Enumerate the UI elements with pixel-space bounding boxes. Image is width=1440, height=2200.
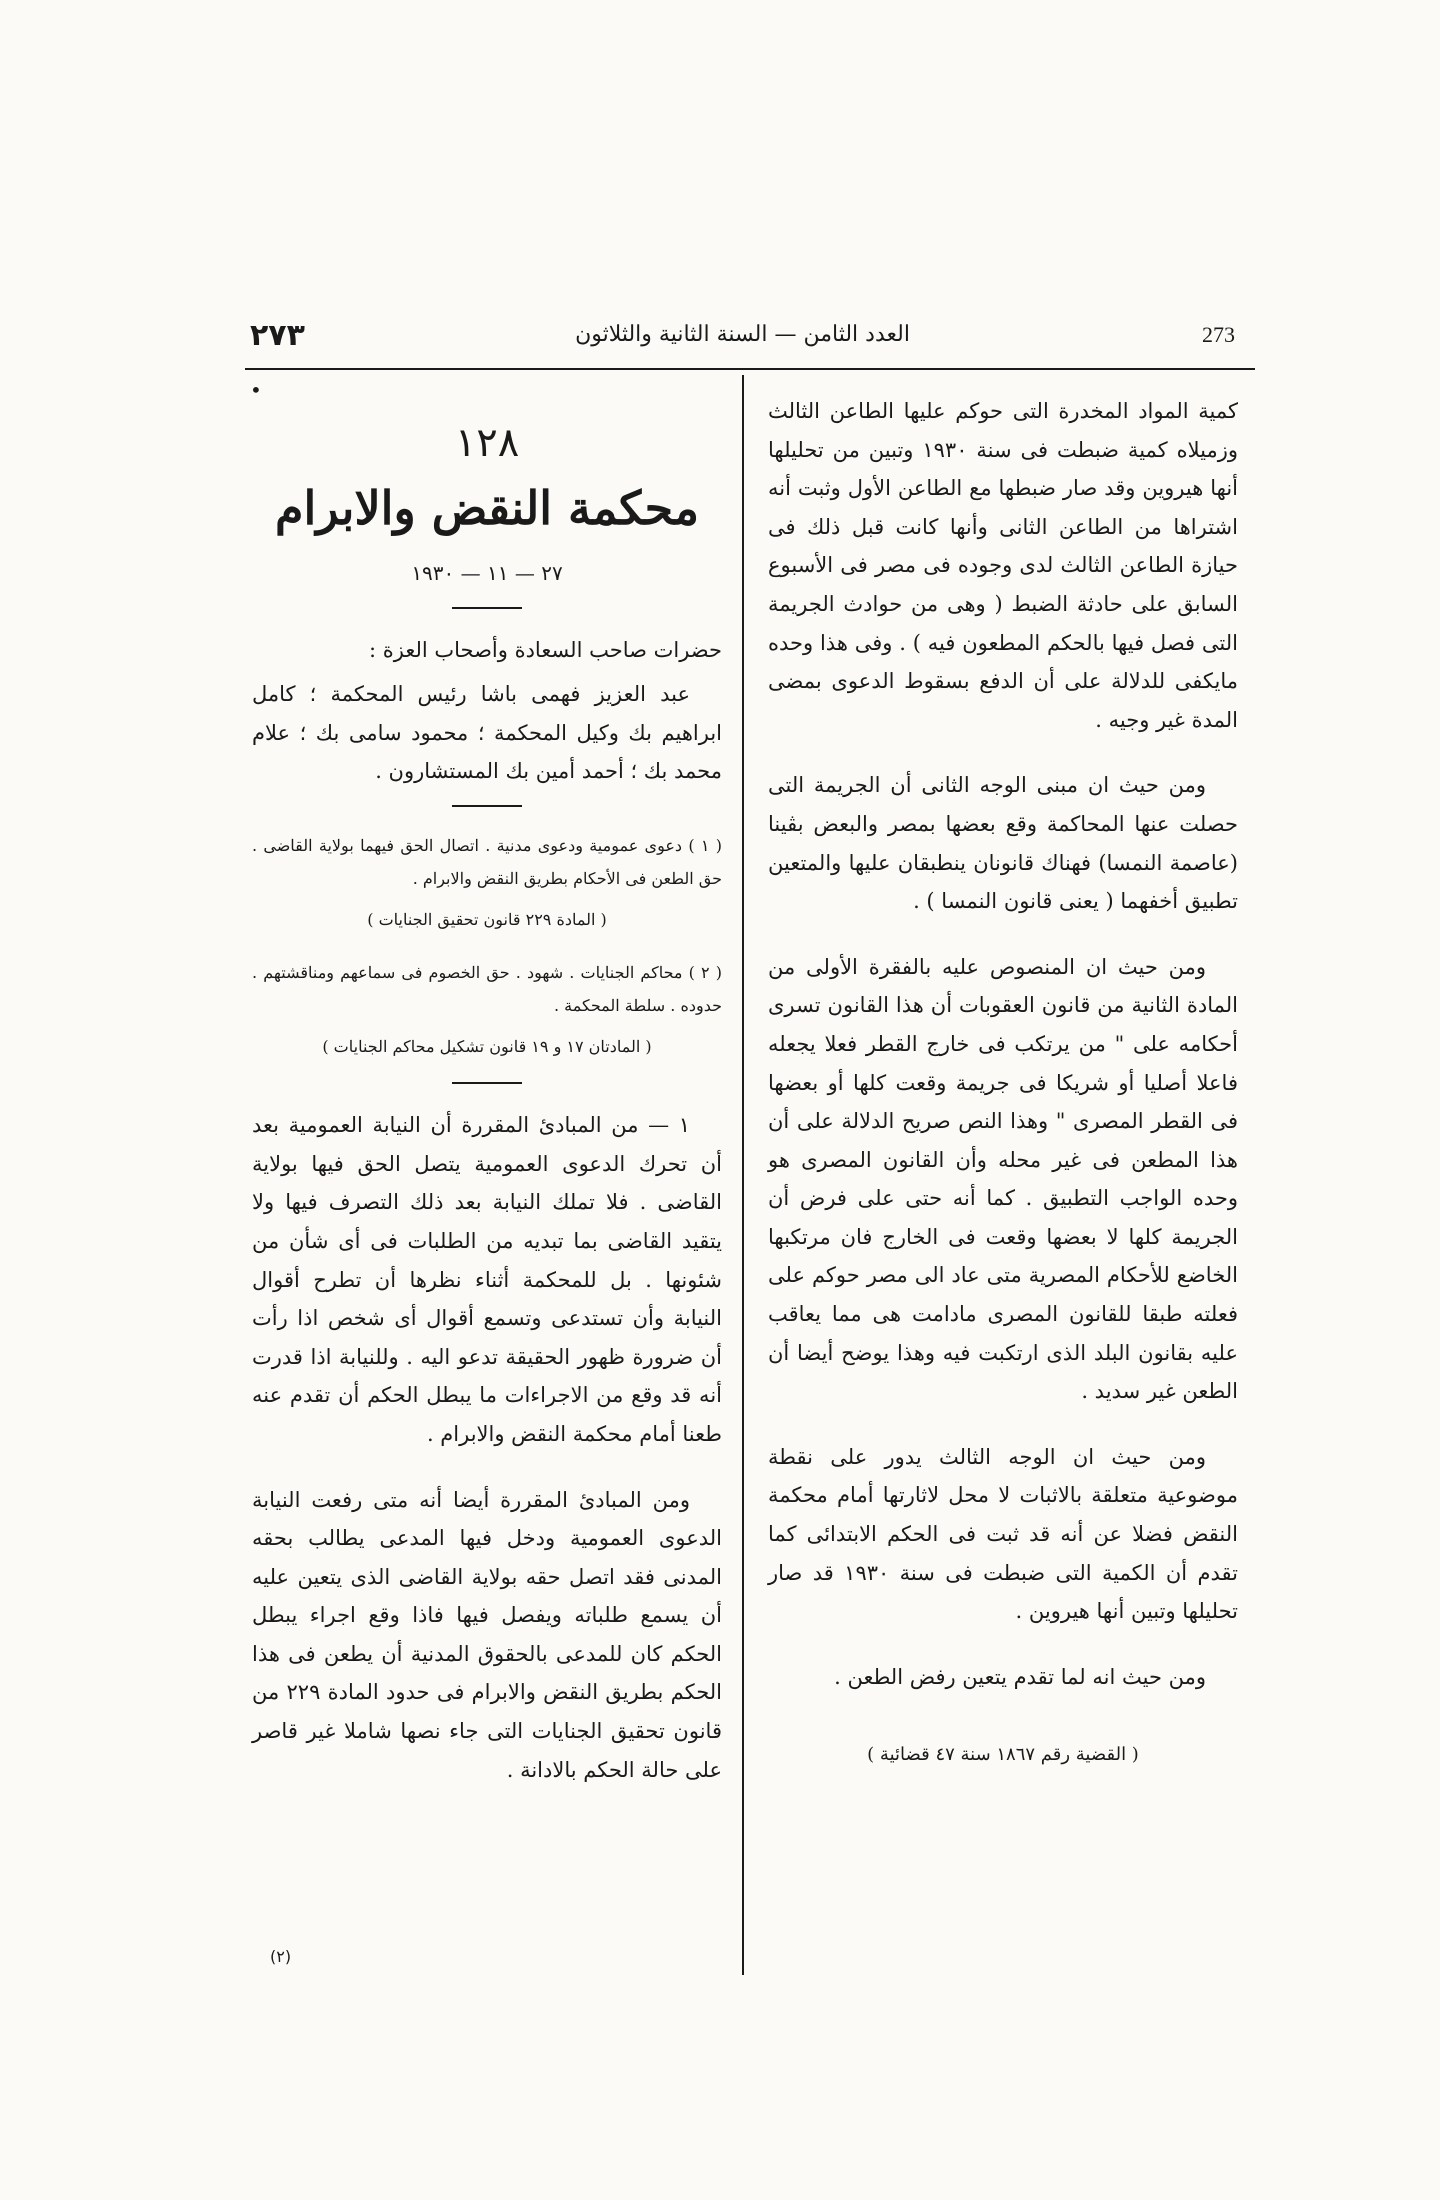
paragraph: ١ — من المبادئ المقررة أن النيابة العمومية بعد أن تحرك الدعوى العمومية يتصل الحق فيها بولاية القاضى . فلا تملك النيابة بعد ذلك التصرف فيها ولا يتقيد القاضى بما تبديه من الطلبات فى أى شأن من شئونها . بل للمحكمة أثناء نظرها أن تطرح أقوال النيابة وأن تستدعى وتسمع أقوال أى شخص اذا رأت أن ضرورة ظهور الحقيقة تدعو اليه . وللنيابة اذا قدرت أنه قد وقع من الاجراءات ما يبطل الحكم أن تقدم عنه طعنا أمام محكمة النقض والابرام . <box>252 1113 722 1446</box>
page-number-latin: 273 <box>1202 322 1235 347</box>
ruling-date: ٢٧ — ١١ — ١٩٣٠ <box>411 561 563 585</box>
headnote-article: ( المادة ٢٢٩ قانون تحقيق الجنايات ) <box>367 909 607 929</box>
paragraph: ومن حيث ان مبنى الوجه الثانى أن الجريمة التى حصلت عنها المحاكمة وقع بعضها بمصر والبعض بڤينا (عاصمة النمسا) فهناك قانونان ينطبقان عليها والمتعين تطبيق أخفهما ( يعنى قانون النمسا ) . <box>768 773 1238 914</box>
column-divider <box>742 375 744 1975</box>
divider <box>452 1082 522 1084</box>
paragraph: ومن المبادئ المقررة أيضا أنه متى رفعت النيابة الدعوى العمومية ودخل فيها المدعى يطالب بحقه المدنى فقد اتصل حقه بولاية القاضى الذى يتعين عليه أن يسمع طلباته ويفصل فيها فاذا وقع اجراء يبطل الحكم كان للمدعى بالحقوق المدنية أن يطعن فى هذا الحكم بطريق النقض والابرام فى حدود المادة ٢٢٩ من قانون تحقيق الجنايات التى جاء نصها شاملا غير قاصر على حالة الحكم بالادانة . <box>252 1487 722 1782</box>
case-number: ١٢٨ <box>454 420 520 466</box>
page-number-arabic: ٢٧٣ <box>250 318 305 353</box>
headnote: ( ١ ) دعوى عمومية ودعوى مدنية . اتصال الحق فيهما بولاية القاضى . حق الطعن فى الأحكام بطريق النقض والابرام . <box>252 835 722 888</box>
paragraph: ومن حيث ان الوجه الثالث يدور على نقطة موضوعية متعلقة بالاثبات لا محل لاثارتها أمام محكمة النقض فضلا عن أنه قد ثبت فى الحكم الابتدائى كما تقدم أن الكمية التى ضبطت فى سنة ١٩٣٠ قد صار تحليلها وتبين أنها هيروين . <box>768 1444 1238 1624</box>
case-reference: ( القضية رقم ١٨٦٧ سنة ٤٧ قضائية ) <box>867 1744 1139 1766</box>
left-column <box>252 420 722 1816</box>
paragraph: ومن حيث انه لما تقدم يتعين رفض الطعن . <box>834 1664 1206 1689</box>
divider <box>452 805 522 807</box>
headnote: ( ٢ ) محاكم الجنايات . شهود . حق الخصوم فى سماعهم ومناقشتهم . حدوده . سلطة المحكمة . <box>252 962 722 1015</box>
paragraph: ومن حيث ان المنصوص عليه بالفقرة الأولى من المادة الثانية من قانون العقوبات أن هذا القانون تسرى أحكامه على " من يرتكب فى خارج القطر فعلا يجعله فاعلا أصليا أو شريكا فى جريمة وقعت كلها أو بعضها فى القطر المصرى " وهذا النص صريح الدلالة على أن هذا المطعن فى غير محله وأن القانون المصرى هو وحده الواجب التطبيق . كما أنه حتى على فرض أن الجريمة كلها لا بعضها وقعت فى الخارج فان مرتكبها الخاضع للأحكام المصرية متى عاد الى مصر حوكم على فعلته طبقا للقانون المصرى مادامت هى مما يعاقب عليه بقانون البلد الذى ارتكبت فيه وهذا يوضح أيضا أن الطعن غير سديد . <box>768 954 1238 1404</box>
divider <box>452 607 522 609</box>
page-header <box>230 318 1255 362</box>
judges-list: عبد العزيز فهمى باشا رئيس المحكمة ؛ كامل ابراهيم بك وكيل المحكمة ؛ محمود سامى بك ؛ علام محمد بك ؛ أحمد أمين بك المستشارون . <box>252 682 722 784</box>
issue-line: العدد الثامن — السنة الثانية والثلاثون <box>575 322 910 347</box>
paragraph: كمية المواد المخدرة التى حوكم عليها الطاعن الثالث وزميلاه كمية ضبطت فى سنة ١٩٣٠ وتبين من تحليلها أنها هيروين وقد صار ضبطها مع الطاعن الأول وثبت أنه اشتراها من الطاعن الثانى وأنها كانت قبل ذلك فى حيازة الطاعن الثالث لدى وجوده فى مصر فى الأسبوع السابق على حادثة الضبط ( وهى من حوادث الجريمة التى فصل فيها بالحكم المطعون فيه ) . وفى هذا وحده مايكفى للدلالة على أن الدفع بسقوط الدعوى بمضى المدة غير وجيه . <box>768 399 1238 732</box>
signature-mark: (٢) <box>270 1947 292 1966</box>
headnote-article: ( المادتان ١٧ و ١٩ قانون تشكيل محاكم الجنايات ) <box>322 1036 652 1056</box>
margin-dot: • <box>250 378 262 402</box>
header-rule <box>245 368 1255 370</box>
right-column <box>768 392 1238 1775</box>
court-name: محكمة النقض والابرام <box>275 481 699 535</box>
judges-intro: حضرات صاحب السعادة وأصحاب العزة : <box>368 637 722 662</box>
